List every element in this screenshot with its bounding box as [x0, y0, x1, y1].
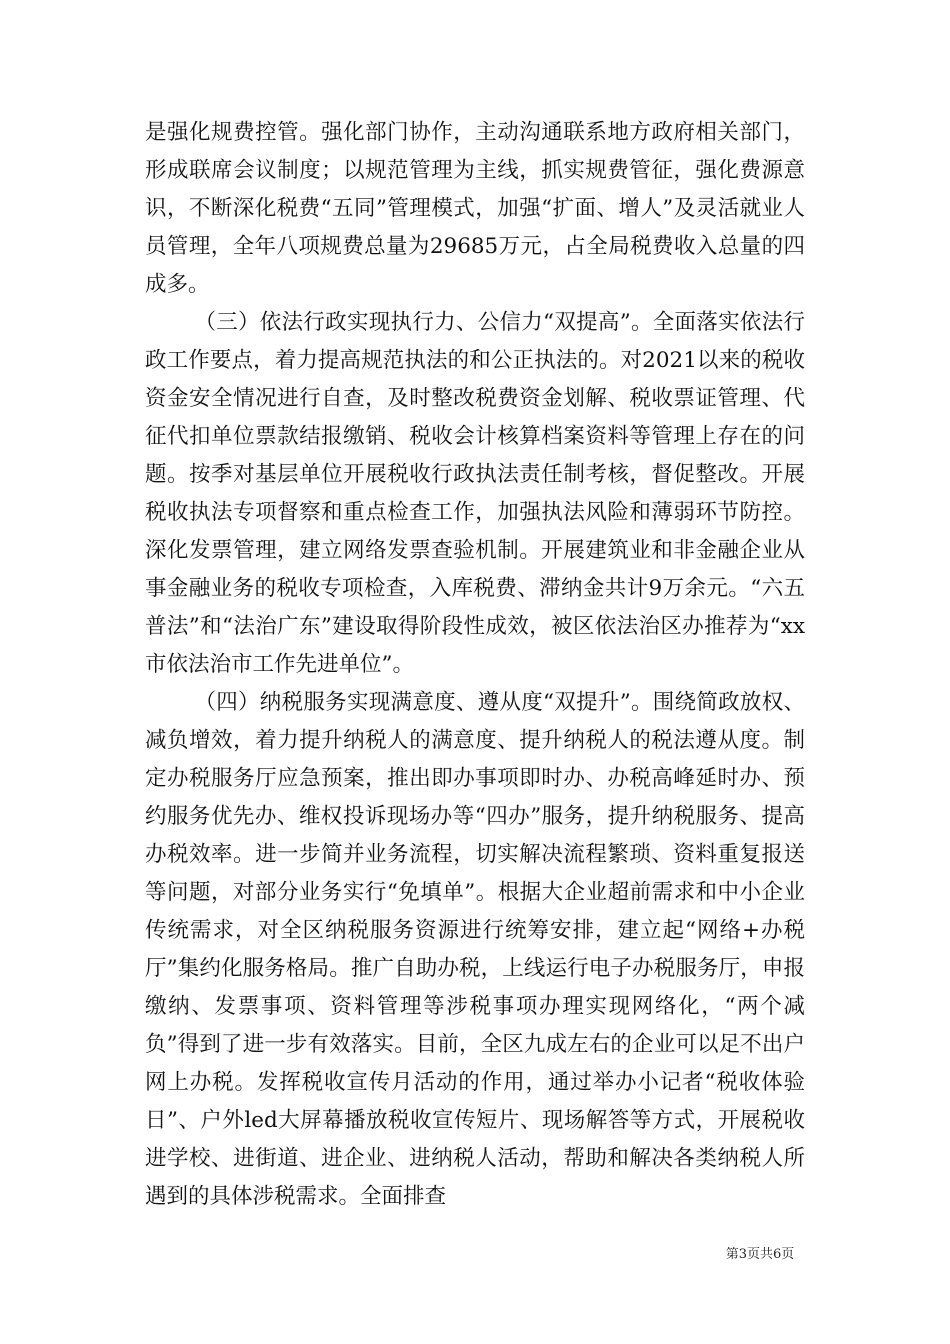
paragraph-taxpayer-service: （四）纳税服务实现满意度、遵从度“双提升”。围绕简政放权、减负增效，着力提升纳税人的满意度、提升纳税人的税法遵从度。制定办税服务厅应急预案，推出即办事项即时办、办税高峰延时办、预约服务优先办、维权投诉现场办等“四办”服务，提升纳税服务、提高办税效率。进一步简并业务流程，切实解决流程繁琐、资料重复报送等问题，对部分业务实行“免填单”。根据大企业超前需求和中小企业传统需求，对全区纳税服务资源进行统筹安排，建立起“网络+办税厅”集约化服务格局。推广自助办税，上线运行电子办税服务厅，申报缴纳、发票事项、资料管理等涉税事项办理实现网络化，“两个减负”得到了进一步有效落实。目前，全区九成左右的企业可以足不出户网上办税。发挥税收宣传月活动的作用，通过举办小记者“税收体验日”、户外led大屏幕播放税收宣传短片、现场解答等方式，开展税收进学校、进街道、进企业、进纳税人活动，帮助和解决各类纳税人所遇到的具体涉税需求。全面排查: [145, 690, 805, 1209]
paragraph-law-administration: （三）依法行政实现执行力、公信力“双提高”。全面落实依法行政工作要点，着力提高规范执法的和公正执法的。对2021以来的税收资金安全情况进行自查，及时整改税费资金划解、税收票证管理、代征代扣单位票款结报缴销、税收会计核算档案资料等管理上存在的问题。按季对基层单位开展税收行政执法责任制考核，督促整改。开展税收执法专项督察和重点检查工作，加强执法风险和薄弱环节防控。深化发票管理，建立网络发票查验机制。开展建筑业和非金融企业从事金融业务的税收专项检查，入库税费、滞纳金共计9万余元。“六五普法”和“法治广东”建设取得阶段性成效，被区依法治区办推荐为“xx市依法治市工作先进单位”。: [145, 310, 805, 677]
document-body: [145, 114, 805, 1216]
paragraph-regulatory-fees: 是强化规费控管。强化部门协作，主动沟通联系地方政府相关部门，形成联席会议制度；以规范管理为主线，抓实规费管征，强化费源意识，不断深化税费“五同”管理模式，加强“扩面、增人”及灵活就业人员管理，全年八项规费总量为29685万元，占全局税费收入总量的四成多。: [145, 120, 805, 297]
page-number-footer: 第3页共6页: [725, 1247, 795, 1262]
